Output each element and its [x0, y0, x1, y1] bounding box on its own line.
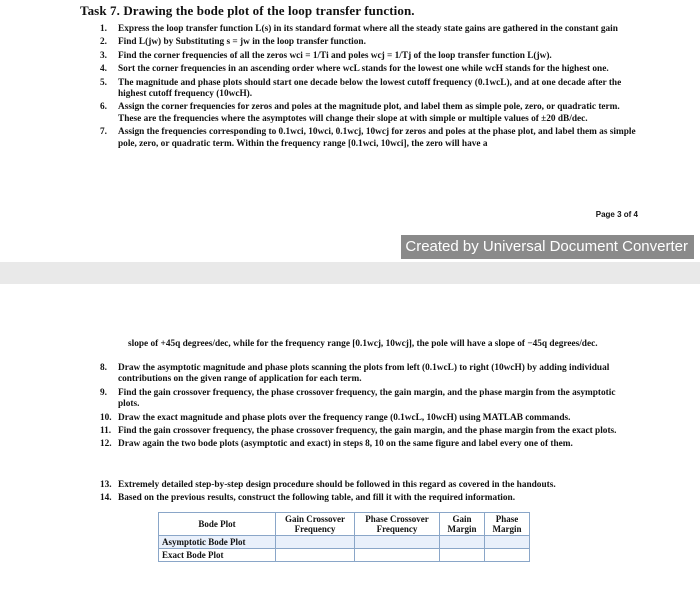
step-11: [100, 426, 638, 437]
step-text: Express the loop transfer function L(s) in its standard format where all the steady state gains are gathered in the constant gain: [118, 24, 618, 34]
step-number: 2.: [100, 37, 107, 48]
table-row: [159, 536, 530, 549]
steps-list-3: [100, 480, 638, 507]
step-4: [100, 64, 638, 75]
table-cell: [440, 549, 485, 562]
step-9: [100, 387, 638, 411]
step-number: 5.: [100, 77, 107, 88]
step-number: 7.: [100, 127, 107, 138]
column-header: Bode Plot: [159, 513, 276, 536]
page-gap: [0, 262, 700, 284]
step-text: Based on the previous results, construct the following table, and fill it with the required information.: [118, 493, 516, 504]
step-number: 14.: [100, 493, 112, 504]
document-page-3: [0, 0, 700, 262]
results-table: [158, 512, 530, 562]
step-number: 13.: [100, 480, 112, 490]
page-number-label: Page 3 of 4: [595, 210, 638, 219]
table-header-row: [159, 513, 530, 536]
step-text: Find the corner frequencies of all the zeros wci = 1/Ti and poles wcj = 1/Tj of the loop transfer function L(jw).: [118, 50, 552, 61]
table-cell: [485, 549, 530, 562]
table-cell: [485, 536, 530, 549]
step-10: [100, 412, 638, 424]
step-number: 9.: [100, 387, 107, 398]
step-7: [100, 127, 638, 150]
table-cell: [355, 549, 440, 562]
step-text: Find L(jw) by Substituting s = jw in the loop transfer function.: [118, 37, 366, 48]
step-14: [100, 493, 638, 504]
step-2: [100, 37, 638, 48]
step-text: Find the gain crossover frequency, the phase crossover frequency, the gain margin, and the phase margin from the asymptotic plots.: [118, 387, 616, 410]
step-text: Draw the exact magnitude and phase plots over the frequency range (0.1wcL, 10wcH) using MATLAB commands.: [118, 412, 571, 423]
steps-list-1: [100, 24, 638, 152]
steps-list-2: [100, 363, 638, 453]
step-3: [100, 50, 638, 62]
table-row: [159, 549, 530, 562]
column-header: Phase Margin: [485, 513, 530, 536]
task-title: Task 7. Drawing the bode plot of the loop transfer function.: [80, 3, 415, 18]
table-cell: [276, 549, 355, 562]
continuation-text: slope of +45q degrees/dec, while for the frequency range [0.1wcj, 10wcj], the pole will have a slope of −45q degrees/dec.: [128, 339, 598, 349]
step-text: Draw the asymptotic magnitude and phase plots scanning the plots from left (0.1wcL) to right (10wcH) by adding individual contributions on the given range of application for each term.: [118, 363, 610, 385]
row-label: Exact Bode Plot: [159, 549, 276, 562]
step-number: 8.: [100, 363, 107, 373]
step-12: [100, 439, 638, 450]
column-header: Phase Crossover Frequency: [355, 513, 440, 536]
step-number: 11.: [100, 426, 112, 437]
step-13: [100, 480, 638, 491]
step-text: Sort the corner frequencies in an ascending order where wcL stands for the lowest one while wcH stands for the highest one.: [118, 64, 609, 75]
column-header: Gain Margin: [440, 513, 485, 536]
converter-watermark: Created by Universal Document Converter: [401, 235, 694, 259]
step-5: [100, 77, 638, 101]
step-number: 6.: [100, 102, 107, 113]
step-number: 4.: [100, 64, 107, 75]
step-1: [100, 24, 638, 35]
step-text: Extremely detailed step-by-step design procedure should be followed in this regard as covered in the handouts.: [118, 480, 556, 490]
step-number: 3.: [100, 50, 107, 61]
step-text: Draw again the two bode plots (asymptotic and exact) in steps 8, 10 on the same figure and label every one of them.: [118, 439, 573, 450]
step-8: [100, 363, 638, 386]
step-number: 12.: [100, 439, 112, 450]
step-number: 10.: [100, 412, 112, 423]
document-page-4: [0, 284, 700, 603]
step-text: Assign the corner frequencies for zeros and poles at the magnitude plot, and label them as simple pole, zero, or quadratic term. These are the frequencies where the asymptotes will change their slope at with simple or multiple values of ±20 dB/dec.: [118, 102, 620, 124]
table-cell: [440, 536, 485, 549]
table-cell: [276, 536, 355, 549]
row-label: Asymptotic Bode Plot: [159, 536, 276, 549]
step-number: 1.: [100, 24, 107, 34]
column-header: Gain Crossover Frequency: [276, 513, 355, 536]
step-6: [100, 102, 638, 125]
table-cell: [355, 536, 440, 549]
step-text: The magnitude and phase plots should start one decade below the lowest cutoff frequency (0.1wcL), and at one decade after the highest cutoff frequency (10wcH).: [118, 77, 622, 100]
step-text: Find the gain crossover frequency, the phase crossover frequency, the gain margin, and the phase margin from the exact plots.: [118, 426, 617, 437]
step-text: Assign the frequencies corresponding to 0.1wci, 10wci, 0.1wcj, 10wcj for zeros and poles at the phase plot, and label them as simple pole, zero, or quadratic term. Within the frequency range [0.1wci, 10wci], the zero will have a: [118, 127, 636, 149]
